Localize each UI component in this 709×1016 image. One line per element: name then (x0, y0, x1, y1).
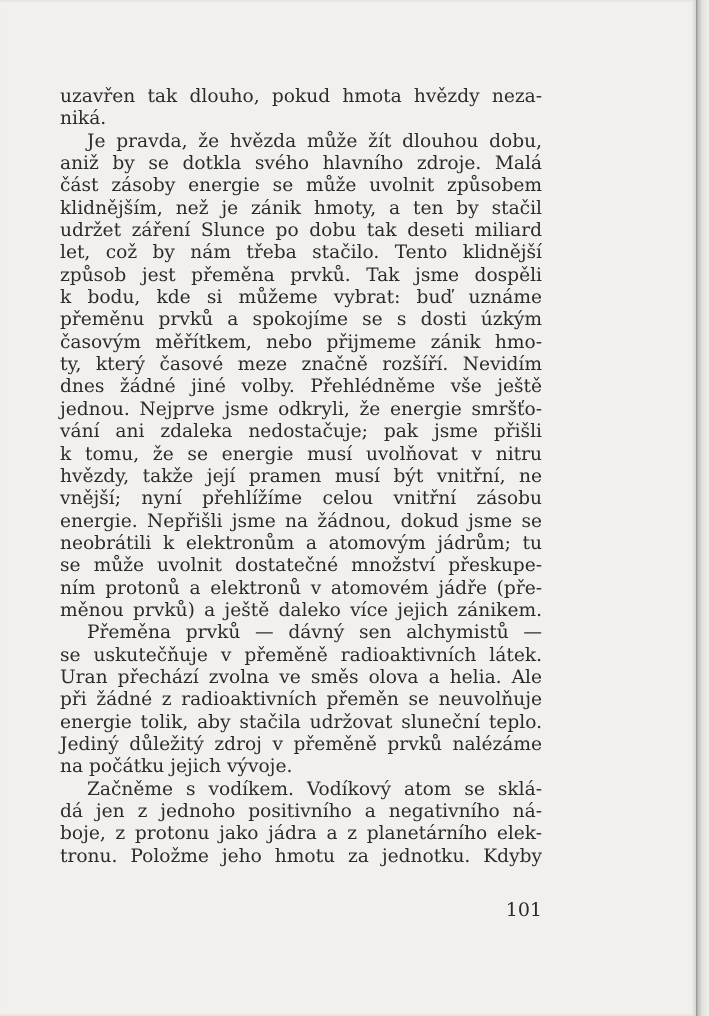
page-edge (696, 0, 709, 1016)
text-line: vání ani zdaleka nedostačuje; pak jsme přišli (60, 421, 542, 443)
text-line: se může uvolnit dostatečné množství přeskupe- (60, 555, 542, 577)
text-line: aniž by se dotkla svého hlavního zdroje. Malá (60, 153, 542, 175)
text-line: na počátku jejich vývoje. (60, 756, 293, 778)
text-line: boje, z protonu jako jádra a z planetárního elek- (60, 823, 542, 845)
text-line: k tomu, že se energie musí uvolňovat v nitru (60, 443, 542, 465)
text-line: ty, který časové meze značně rozšíří. Nevidím (60, 354, 542, 376)
text-line: neobrátili k elektronům a atomovým jádrům; tu (60, 532, 542, 554)
text-line: Začněme s vodíkem. Vodíkový atom se sklá- (87, 778, 542, 800)
text-line: část zásoby energie se může uvolnit způsobem (60, 175, 542, 197)
text-line: uzavřen tak dlouho, pokud hmota hvězdy neza- (60, 86, 542, 107)
text-line: při žádné z radioaktivních přeměn se neuvolňuje (60, 689, 542, 711)
text-line: energie. Nepřišli jsme na žádnou, dokud jsme se (60, 510, 542, 532)
text-line: niká. (60, 108, 107, 130)
text-line: Je pravda, že hvězda může žít dlouhou dobu, (87, 130, 542, 152)
text-line: se uskutečňuje v přeměně radioaktivních látek. (60, 644, 542, 666)
page-number: 101 (505, 899, 542, 921)
text-line: jednou. Nejprve jsme odkryli, že energie smršťo- (60, 398, 542, 420)
text-line: dnes žádné jiné volby. Přehlédněme vše ještě (60, 376, 542, 398)
text-line: let, což by nám třeba stačilo. Tento klidnější (60, 242, 542, 264)
text-line: k bodu, kde si můžeme vybrat: buď uznáme (60, 287, 542, 309)
text-line: způsob jest přeměna prvků. Tak jsme dospěli (60, 264, 542, 286)
text-line: ním protonů a elektronů v atomovém jádře (pře- (60, 577, 542, 599)
text-line: Uran přechází zvolna ve směs olova a helia. Ale (60, 666, 542, 688)
text-line: měnou prvků) a ještě daleko více jejich zánikem. (60, 599, 542, 621)
text-line: vnější; nyní přehlížíme celou vnitřní zásobu (60, 488, 542, 510)
text-line: energie tolik, aby stačila udržovat sluneční teplo. (60, 711, 542, 733)
body-text (60, 86, 542, 868)
text-line: klidnějším, než je zánik hmoty, a ten by stačil (60, 197, 542, 219)
text-line: Přeměna prvků — dávný sen alchymistů — (87, 622, 542, 644)
text-line: tronu. Položme jeho hmotu za jednotku. Kdyby (60, 845, 542, 867)
text-line: hvězdy, takže její pramen musí být vnitřní, ne (60, 465, 542, 487)
text-line: přeměnu prvků a spokojíme se s dosti úzkým (60, 309, 542, 331)
text-line: časovým měřítkem, nebo přijmeme zánik hmo- (60, 331, 542, 353)
text-line: Jediný důležitý zdroj v přeměně prvků nalézáme (60, 733, 542, 755)
text-line: udržet záření Slunce po dobu tak deseti miliard (60, 220, 542, 242)
text-line: dá jen z jednoho positivního a negativního ná- (60, 801, 542, 822)
